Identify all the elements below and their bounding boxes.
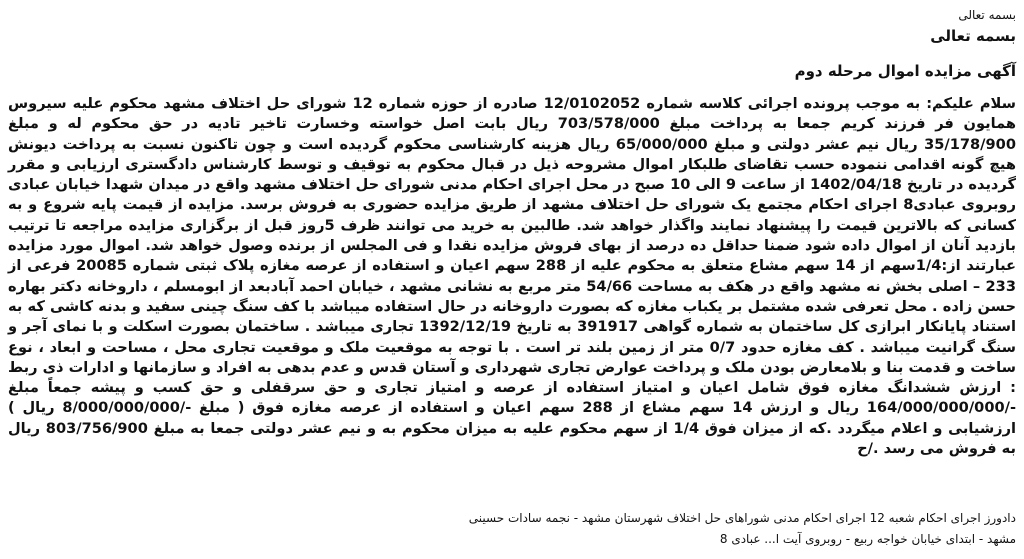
footer-address: مشهد - ابتدای خیابان خواجه ربیع - روبروی آیت ا... عبادی 8 (719, 532, 1016, 546)
header-invocation-large: بسمه تعالی (930, 27, 1016, 45)
notice-body: سلام علیکم: به موجب پرونده اجرائی کلاسه شماره 12/0102052 صادره از حوزه شماره 12 شورای حل اختلاف مشهد محکوم علیه سیروس همایون فر فرزند کریم جمعا به پرداخت مبلغ 703/578/000 ریال بابت اصل خواسته وخسارت تاخیر تادیه در حق محکوم له و مبلغ 35/178/900 ریال نیم عشر دولتی و مبلغ 65/000/000 ریال هزینه کارشناسی محکوم گردیده است و چون تاکنون نسبت به پرداخت دیونش هیچ گونه اقدامی ننموده حسب تقاضای طلبکار اموال مشروحه ذیل در قبال محکوم به توقیف و توسط کارشناس دادگستری ارزیابی و مقرر گردیده در تاریخ 1402/04/18 از ساعت 9 الی 10 صبح در محل اجرای احکام مدنی شورای حل اختلاف مشهد واقع در میدان شهدا خیابان عبادی روبروی عبادی8 اجرای احکام مجتمع یک شورای حل اختلاف مشهد از طریق مزایده حضوری به فروش برسد. مزایده از قیمت پایه شروع و به کسانی که بالاترین قیمت را پیشنهاد نمایند واگذار خواهد شد. طالبین به خرید می توانند ظرف 5روز قبل از برگزاری مزایده مراجعه تا ترتیب بازدید آنان از اموال داده شود ضمنا حداقل ده درصد از بهای فروش مزایده نقدا و فی المجلس از برنده وصول خواهد شد. اموال مورد مزایده عبارتند از:1/4سهم از 14 سهم مشاع متعلق به محکوم علیه از 288 سهم اعیان و استفاده از عرصه مغازه پلاک ثبتی شماره 20085 فرعی از 233 – اصلی بخش نه مشهد واقع در هکف به مساحت 54/66 متر مربع به نشانی مشهد ، خیابان احمد آبادبعد از ابومسلم ، داروخانه دکتر بهاره حسن زاده . محل تعرفی شده مشتمل بر یکباب مغازه که بصورت داروخانه در حال استفاده میباشد با کف سنگ چینی سفید و بدنه کاشی که به استناد پایانکار ابرازی کل ساختمان به شماره گواهی 391917 به تاریخ 1392/12/19 تجاری میباشد . ساختمان بصورت اسکلت و با نمای آجر و سنگ گرانیت میباشد . کف مغازه حدود 0/7 متر از زمین بلند تر است . با توجه به موقعیت ملک و موقعیت تجاری محل ، مساحت و ابعاد ، نوع ساخت و قدمت بنا و بلامعارض بودن ملک و پرداخت عوارض تجاری شهرداری و آستان قدس و عدم بدهی به افراد و سازمانها و ادارات ذی ربط : ارزش ششدانگ مغازه فوق شامل اعیان و امتیاز استفاده از عرصه و امتیاز تجاری و حق سرقفلی و حق کسب و پیشه جمعاً مبلغ -/164/000/000/000 ریال و ارزش 14 سهم مشاع از 288 سهم اعیان و استفاده از عرصه مغازه فوق ( مبلغ -/8/000/000/000 ریال ) ارزشیابی و اعلام میگردد .که از میزان فوق 1/4 از سهم محکوم علیه به میزان محکوم به و نیم عشر دولتی جمعا به مبلغ 803/756/900 ریال به فروش می رسد ./ح (8, 95, 1017, 458)
header-invocation-small: بسمه تعالی (958, 8, 1016, 22)
notice-title: آگهی مزایده اموال مرحله دوم (794, 62, 1016, 80)
footer-officer: دادورز اجرای احکام شعبه 12 اجرای احکام مدنی شوراهای حل اختلاف شهرستان مشهد - نجمه سادات حسینی (468, 511, 1016, 525)
